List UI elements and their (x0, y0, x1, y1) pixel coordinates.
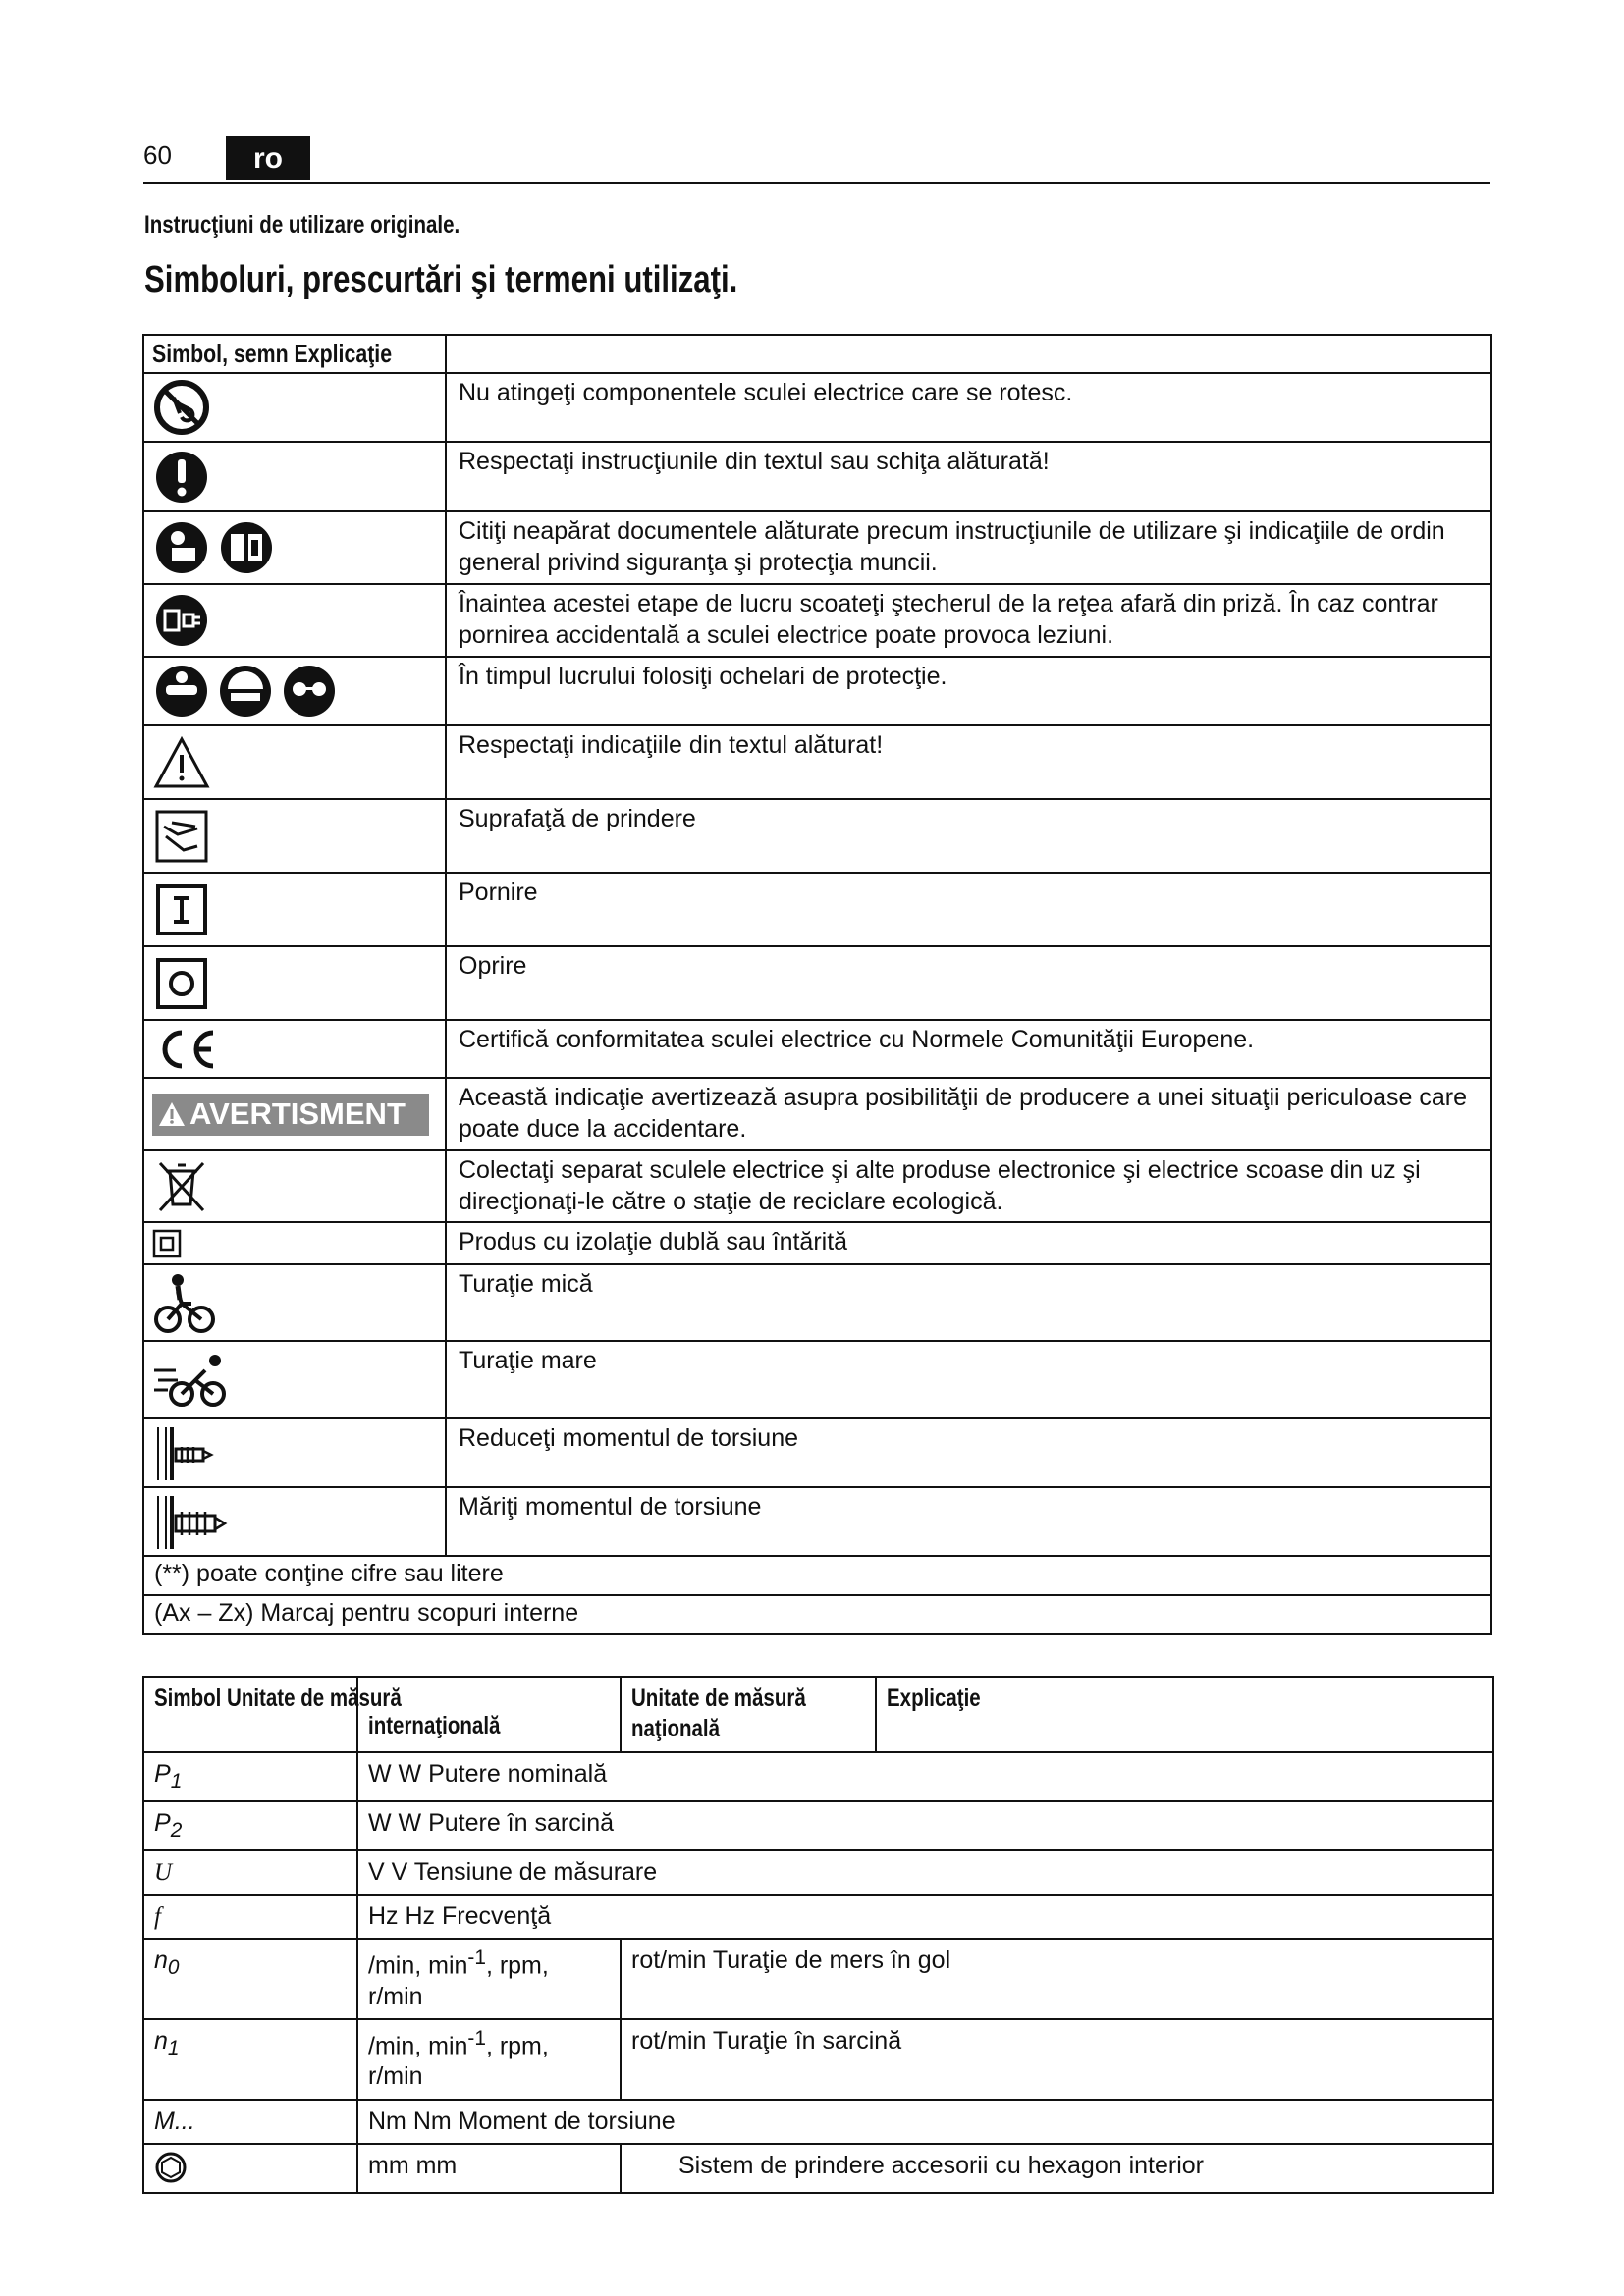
hexagon-icon (143, 2144, 357, 2193)
double-insulation-icon (143, 1222, 446, 1264)
table-row: Reduceţi momentul de torsiune (143, 1418, 1491, 1487)
table-header-row: Simbol Unitate de măsură internaţională Unitate de măsură naţională Explicaţie (143, 1677, 1493, 1752)
table-note-row: (**) poate conţine cifre sau litere (143, 1556, 1491, 1595)
table-row: Înaintea acestei etape de lucru scoateţi ştecherul de la reţea afară din priză. În caz contrar pornirea accidentală a sculei electrice poate provoca leziuni. (143, 584, 1491, 657)
table-note-row: (Ax – Zx) Marcaj pentru scopuri interne (143, 1595, 1491, 1634)
table-row: $n_0$ /min, $\min^{-1}$, rpm, r/min rot/min Turaţie de mers în gol (143, 1939, 1493, 2019)
protective-gear-icon (143, 657, 446, 725)
document-subtitle: Instrucţiuni de utilizare originale. (144, 211, 460, 239)
reduce-torque-icon (143, 1418, 446, 1487)
symbols-table (142, 334, 1492, 1635)
unplug-icon (143, 584, 446, 657)
no-touch-rotating-icon (143, 373, 446, 442)
table-row: Produs cu izolaţie dublă sau întărită (143, 1222, 1491, 1264)
increase-torque-icon (143, 1487, 446, 1556)
grip-surface-icon (143, 799, 446, 873)
table-header: Simbol Unitate de măsură (143, 1677, 357, 1752)
table-row: Pornire (143, 873, 1491, 946)
header-rule (143, 182, 1490, 184)
avertisment-label-icon: AVERTISMENT (143, 1078, 446, 1150)
power-on-icon (143, 873, 446, 946)
power-off-icon (143, 946, 446, 1020)
table-row: Certifică conformitatea sculei electrice cu Normele Comunităţii Europene. (143, 1020, 1491, 1078)
table-row: $P_2$ W W Putere în sarcină (143, 1801, 1493, 1850)
language-badge: ro (226, 136, 310, 180)
weee-bin-icon (143, 1150, 446, 1222)
table-row: AVERTISMENT Această indicaţie avertizează asupra posibilităţii de producere a unei situaţii periculoase care poate duce la accidentare. (143, 1078, 1491, 1150)
table-row: În timpul lucrului folosiţi ochelari de protecţie. (143, 657, 1491, 725)
table-row: M... Nm Nm Moment de torsiune (143, 2100, 1493, 2144)
table-row: Respectaţi indicaţiile din textul alăturat! (143, 725, 1491, 799)
page-number: 60 (143, 140, 172, 170)
table-row: Turaţie mică (143, 1264, 1491, 1341)
high-speed-icon (143, 1341, 446, 1418)
table-row: Turaţie mare (143, 1341, 1491, 1418)
table-row: Oprire (143, 946, 1491, 1020)
table-row: Măriţi momentul de torsiune (143, 1487, 1491, 1556)
table-row: $n_1$ /min, $\min^{-1}$, rpm, r/min rot/min Turaţie în sarcină (143, 2019, 1493, 2100)
table-row: $P_1$ W W Putere nominală (143, 1752, 1493, 1801)
table-row: Suprafaţă de prindere (143, 799, 1491, 873)
table-row: Nu atingeţi componentele sculei electrice care se rotesc. (143, 373, 1491, 442)
table-row: Citiţi neapărat documentele alăturate precum instrucţiunile de utilizare şi indicaţiile de ordin general privind siguranţa şi protecţia muncii. (143, 511, 1491, 584)
exclamation-icon (143, 442, 446, 511)
table-header: Simbol, semn Explicaţie (143, 335, 446, 373)
table-row: Colectaţi separat sculele electrice şi alte produse electronice şi electrice scoase din uz şi direcţionaţi-le către o staţie de reciclare ecologică. (143, 1150, 1491, 1222)
table-row: Respectaţi instrucţiunile din textul sau schiţa alăturată! (143, 442, 1491, 511)
table-row: U V V Tensiune de măsurare (143, 1850, 1493, 1895)
ce-mark-icon (143, 1020, 446, 1078)
warning-triangle-icon (143, 725, 446, 799)
table-row: f Hz Hz Frecvenţă (143, 1895, 1493, 1939)
table-header-row (143, 335, 1491, 373)
read-manual-icon (143, 511, 446, 584)
units-table (142, 1676, 1494, 2194)
page-title: Simboluri, prescurtări şi termeni utilizaţi. (144, 259, 738, 300)
low-speed-icon (143, 1264, 446, 1341)
table-row: mm mm Sistem de prindere accesorii cu hexagon interior (143, 2144, 1493, 2193)
